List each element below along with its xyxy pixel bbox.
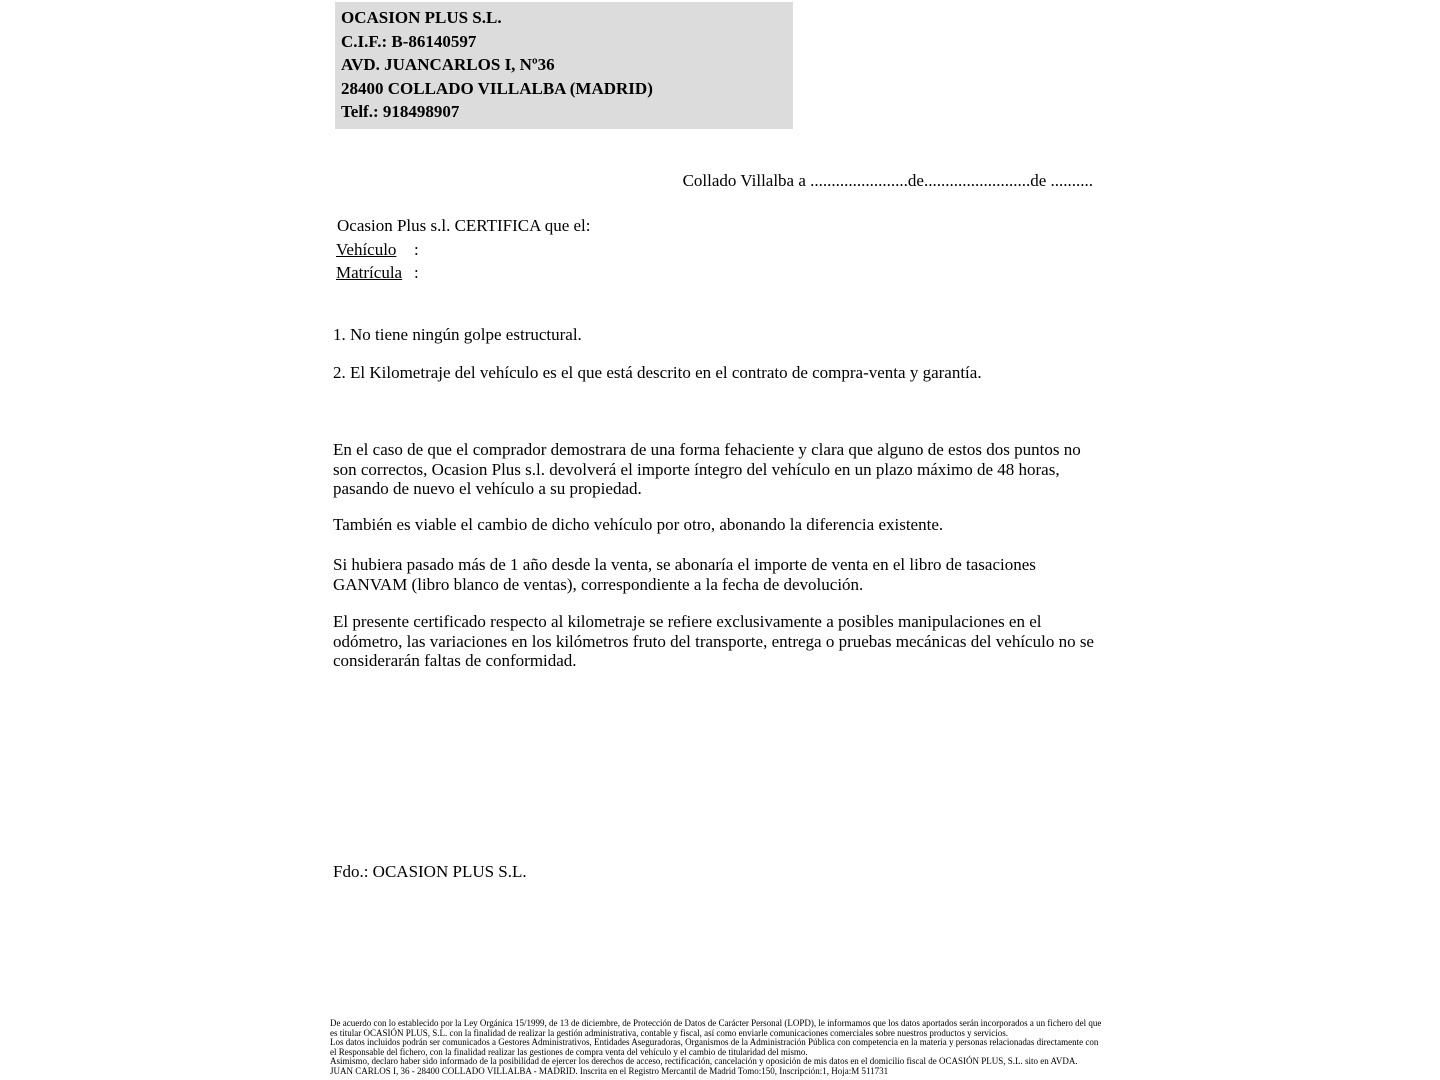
certified-point-1: 1. No tiene ningún golpe estructural.	[333, 325, 582, 344]
company-name: OCASION PLUS S.L.	[341, 8, 502, 27]
legal-paragraph-rights: Asimismo, declaro haber sido informado de la posibilidad de ejercer los derechos de acceso, rectificación, cancelación y oposición de mis datos en el domicilio fiscal de OCASIÓN PLUS, S.L. sito en AVDA. JUAN CARLOS I, 36 - 28400 COLLADO VILLALBA - MADRID. Inscrita en el Registro Mercantil de Madrid Tomo:150, Inscripción:1, Hoja:M 511731	[330, 1056, 1078, 1076]
date-line: Collado Villalba a .......................de.........................de ..........	[682, 171, 1093, 190]
body-paragraph-exchange: También es viable el cambio de dicho vehículo por otro, abonando la diferencia existente.	[333, 515, 944, 534]
vehicle-label: Vehículo	[336, 240, 397, 259]
body-paragraph-odometer: El presente certificado respecto al kilometraje se refiere exclusivamente a posibles manipulaciones en el odómetro, las variaciones en los kilómetros fruto del transporte, entrega o pruebas mecánicas del vehículo no se considerarán faltas de conformidad.	[333, 612, 1094, 670]
body-paragraph-ganvam: Si hubiera pasado más de 1 año desde la venta, se abonaría el importe de venta en el libro de tasaciones GANVAM (libro blanco de ventas), correspondiente a la fecha de devolución.	[333, 555, 1036, 594]
body-paragraph-refund: En el caso de que el comprador demostrara de una forma fehaciente y clara que alguno de estos dos puntos no son correctos, Ocasion Plus s.l. devolverá el importe íntegro del vehículo en un plazo máximo de 48 horas, pasando de nuevo el vehículo a su propiedad.	[333, 440, 1081, 498]
plate-field-row	[336, 263, 419, 283]
company-city: 28400 COLLADO VILLALBA (MADRID)	[341, 78, 653, 98]
vehicle-field-row	[336, 240, 419, 260]
plate-colon: :	[414, 263, 419, 282]
company-address: AVD. JUANCARLOS I, Nº36	[341, 55, 555, 74]
legal-paragraph-data-sharing: Los datos incluidos podrán ser comunicados a Gestores Administrativos, Entidades Aseguradoras, Organismos de la Administración Pública con competencia en la materia y personas relacionadas directamente con el Responsable del fichero, con la finalidad realizar las gestiones de compra venta del vehículo y el cambio de titularidad del mismo.	[330, 1037, 1099, 1057]
legal-notice-block	[330, 1019, 1102, 1077]
company-cif: C.I.F.: B-86140597	[341, 31, 477, 51]
company-header-box	[335, 2, 793, 129]
signature-line: Fdo.: OCASION PLUS S.L.	[333, 862, 527, 881]
certified-point-2: 2. El Kilometraje del vehículo es el que está descrito en el contrato de compra-venta y garantía.	[333, 363, 982, 382]
plate-label: Matrícula	[336, 263, 403, 282]
certify-intro: Ocasion Plus s.l. CERTIFICA que el:	[337, 216, 591, 235]
legal-paragraph-lopd: De acuerdo con lo establecido por la Ley Orgánica 15/1999, de 13 de diciembre, de Protección de Datos de Carácter Personal (LOPD), le informamos que los datos aportados serán incorporados a un fichero del que es titular OCASIÓN PLUS, S.L. con la finalidad de realizar la gestión administrativa, contable y fiscal, así como enviarle comunicaciones comerciales sobre nuestros productos y servicios.	[330, 1018, 1102, 1038]
vehicle-colon: :	[414, 240, 419, 259]
company-phone: Telf.: 918498907	[341, 102, 460, 121]
